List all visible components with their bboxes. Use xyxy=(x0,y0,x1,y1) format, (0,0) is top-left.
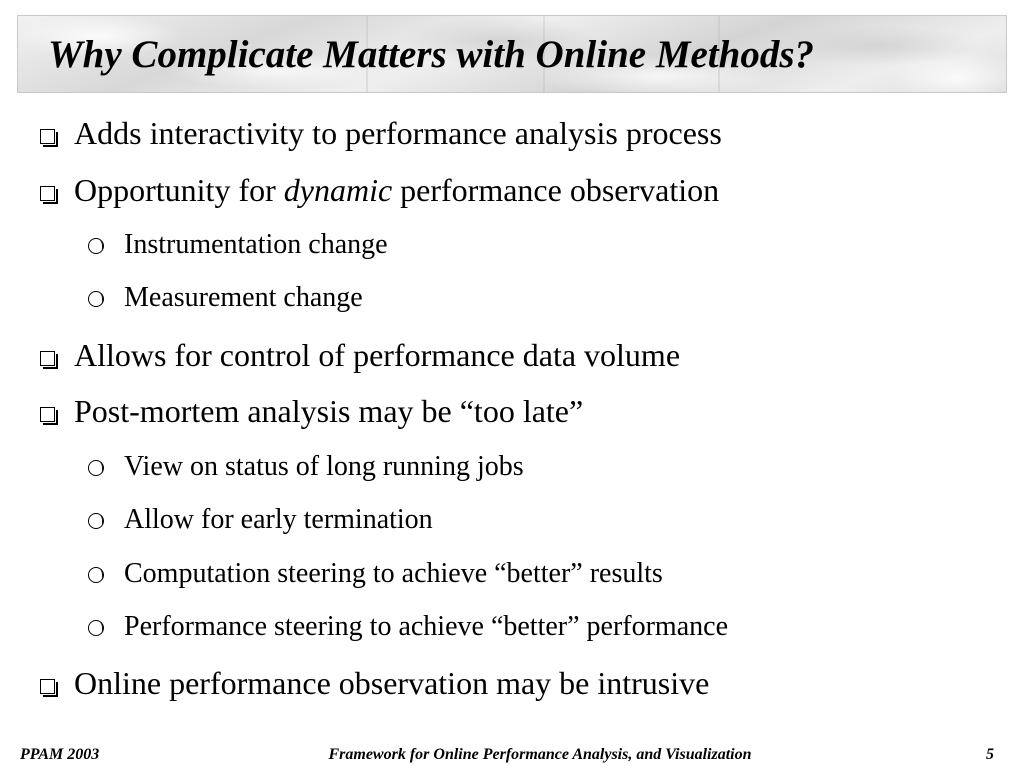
slide-title: Why Complicate Matters with Online Methods? xyxy=(48,33,815,76)
bullet-text: performance observation xyxy=(392,172,720,208)
sub-bullet-item xyxy=(88,228,388,262)
sub-bullet-text: Performance steering to achieve “better” performance xyxy=(124,611,728,642)
circle-bullet-icon xyxy=(88,620,104,636)
bullet-text: Online performance observation may be intrusive xyxy=(74,665,710,701)
bullet-item xyxy=(40,114,722,152)
footer-page-number: 5 xyxy=(986,746,994,763)
footer-conference: PPAM 2003 xyxy=(20,746,100,763)
circle-bullet-icon xyxy=(88,460,104,476)
sub-bullet-text: View on status of long running jobs xyxy=(124,451,524,482)
circle-bullet-icon xyxy=(88,567,104,583)
bullet-text: Adds interactivity to performance analysis process xyxy=(74,115,722,151)
square-bullet-icon xyxy=(40,351,55,366)
sub-bullet-text: Instrumentation change xyxy=(124,229,388,260)
sub-bullet-text: Measurement change xyxy=(124,282,363,313)
bullet-text: Opportunity for xyxy=(74,172,284,208)
bullet-item xyxy=(40,664,709,702)
bullet-text: Allows for control of performance data volume xyxy=(74,337,681,373)
circle-bullet-icon xyxy=(88,291,104,307)
sub-bullet-item xyxy=(88,503,433,537)
sub-bullet-item xyxy=(88,610,728,644)
sub-bullet-text: Computation steering to achieve “better” results xyxy=(124,558,663,589)
title-banner xyxy=(17,15,1007,93)
bullet-item xyxy=(40,392,583,430)
bullet-text: Post-mortem analysis may be “too late” xyxy=(74,393,584,429)
square-bullet-icon xyxy=(40,679,55,694)
sub-bullet-item xyxy=(88,281,363,315)
bullet-item xyxy=(40,336,680,374)
sub-bullet-item xyxy=(88,557,663,591)
footer-title: Framework for Online Performance Analysis, and Visualization xyxy=(328,746,752,763)
circle-bullet-icon xyxy=(88,238,104,254)
square-bullet-icon xyxy=(40,186,55,201)
square-bullet-icon xyxy=(40,129,55,144)
bullet-emphasis: dynamic xyxy=(283,172,393,208)
bullet-item xyxy=(40,171,719,209)
square-bullet-icon xyxy=(40,407,55,422)
sub-bullet-text: Allow for early termination xyxy=(124,504,433,535)
circle-bullet-icon xyxy=(88,513,104,529)
sub-bullet-item xyxy=(88,450,524,484)
